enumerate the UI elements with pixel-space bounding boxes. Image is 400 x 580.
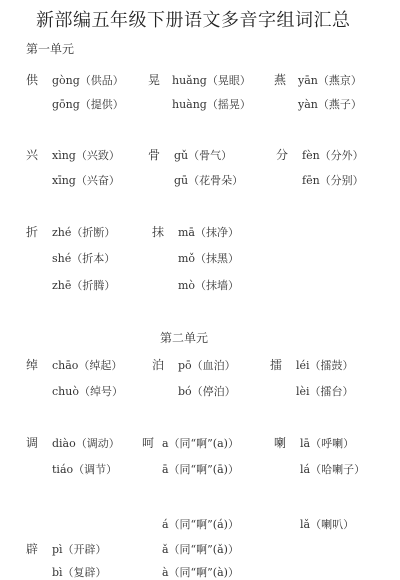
reading-entry: xīng（兴奋）: [52, 174, 120, 187]
poly-char: 喇: [274, 436, 287, 450]
reading-entry: mā（抹净）: [178, 226, 239, 239]
reading-entry: lā（呼喇）: [300, 437, 355, 450]
reading-entry: lá（哈喇子）: [300, 463, 366, 476]
reading-entry: gū（花骨朵）: [174, 174, 244, 187]
poly-char: 绰: [26, 358, 39, 372]
reading-entry: gǔ（骨气）: [174, 149, 233, 162]
reading-entry: fēn（分别）: [302, 174, 364, 187]
reading-entry: yān（燕京）: [298, 74, 362, 87]
reading-entry: ā（同“啊”(ā)）: [162, 463, 239, 476]
reading-entry: lèi（擂台）: [296, 385, 354, 398]
unit-heading: 第二单元: [160, 331, 209, 345]
poly-char: 燕: [274, 73, 287, 87]
reading-entry: léi（擂鼓）: [296, 359, 354, 372]
reading-entry: ǎ（同“啊”(ǎ)）: [162, 543, 239, 556]
reading-entry: à（同“啊”(à)）: [162, 566, 239, 579]
poly-char: 调: [26, 436, 39, 450]
poly-char: 辟: [26, 542, 39, 556]
reading-entry: xìng（兴致）: [52, 149, 120, 162]
poly-char: 供: [26, 73, 39, 87]
reading-entry: yàn（燕子）: [298, 98, 362, 111]
reading-entry: diào（调动）: [52, 437, 120, 450]
poly-char: 泊: [152, 358, 165, 372]
poly-char: 呵: [142, 436, 155, 450]
reading-entry: a（同“啊”(a)）: [162, 437, 239, 450]
reading-entry: mò（抹墙）: [178, 279, 240, 292]
reading-entry: fèn（分外）: [302, 149, 364, 162]
unit-heading: 第一单元: [26, 42, 75, 56]
reading-entry: á（同“啊”(á)）: [162, 518, 239, 531]
reading-entry: pì（开辟）: [52, 543, 107, 556]
reading-entry: lǎ（喇叭）: [300, 518, 355, 531]
page-title: 新部编五年级下册语文多音字组词汇总: [36, 10, 351, 31]
reading-entry: zhé（折断）: [52, 226, 116, 239]
poly-char: 骨: [148, 148, 161, 162]
reading-entry: gòng（供品）: [52, 74, 124, 87]
reading-entry: bó（停泊）: [178, 385, 236, 398]
reading-entry: gōng（提供）: [52, 98, 124, 111]
poly-char: 抹: [152, 225, 165, 239]
poly-char: 兴: [26, 148, 39, 162]
poly-char: 折: [26, 225, 39, 239]
poly-char: 晃: [148, 73, 161, 87]
reading-entry: bì（复辟）: [52, 566, 107, 579]
reading-entry: pō（血泊）: [178, 359, 236, 372]
reading-entry: chāo（绰起）: [52, 359, 123, 372]
poly-char: 擂: [270, 358, 283, 372]
reading-entry: huàng（摇晃）: [172, 98, 251, 111]
reading-entry: huǎng（晃眼）: [172, 74, 251, 87]
poly-char: 分: [276, 148, 289, 162]
reading-entry: shé（折本）: [52, 252, 116, 265]
reading-entry: zhē（折腾）: [52, 279, 116, 292]
reading-entry: tiáo（调节）: [52, 463, 118, 476]
reading-entry: mǒ（抹黑）: [178, 252, 240, 265]
reading-entry: chuò（绰号）: [52, 385, 123, 398]
